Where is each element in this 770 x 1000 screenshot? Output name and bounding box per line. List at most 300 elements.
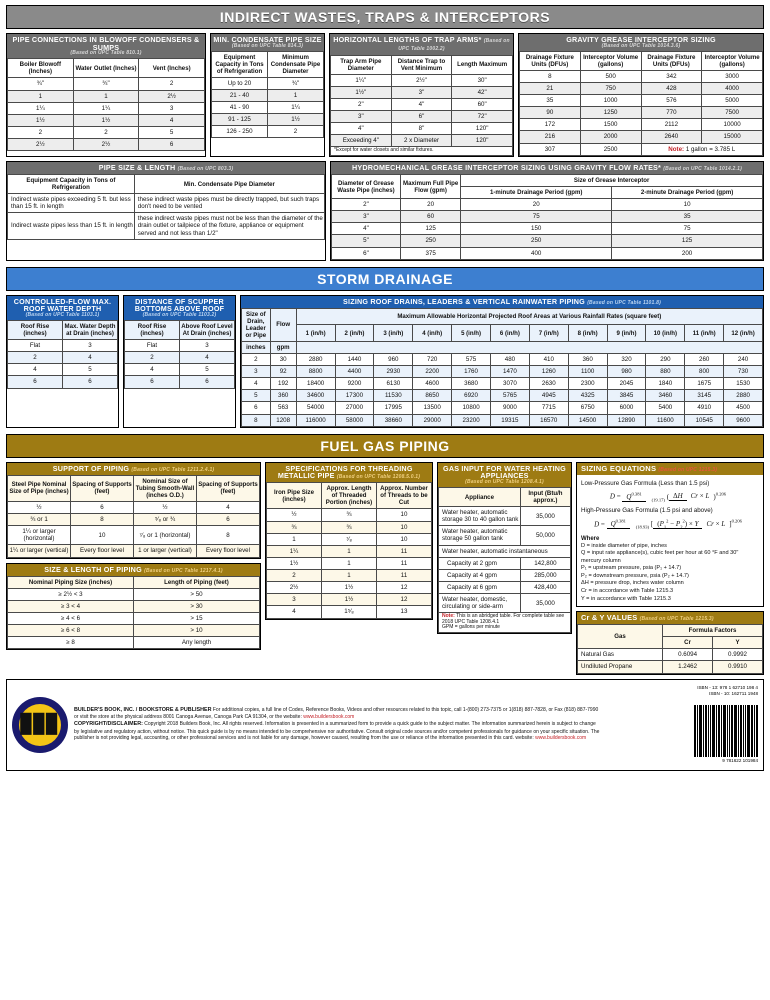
cell: 2½ (139, 90, 205, 102)
cell: 2" (332, 199, 401, 211)
table-pipe-size-length (6, 161, 326, 261)
table-row (439, 594, 571, 613)
col-vent: Vent (Inches) (139, 59, 205, 78)
table-roof-drains (240, 295, 764, 428)
indirect-row-2 (6, 161, 764, 261)
footer-text (74, 707, 602, 742)
table-header-row (439, 488, 571, 507)
cell: Flat (8, 340, 63, 352)
table-condensate-grid (211, 51, 324, 139)
cell: 4325 (568, 390, 607, 402)
table-support-title: SUPPORT OF PIPING (52, 463, 130, 473)
table-row (439, 526, 571, 545)
isbn-10: ISBN - 10: 162711 1948 (709, 691, 758, 697)
barcode (608, 701, 758, 757)
cell: ≥ 4 < 6 (8, 613, 134, 625)
cell: 116000 (296, 414, 335, 426)
cell: 3000 (702, 70, 763, 82)
cell: 2 (242, 353, 271, 365)
table-row (8, 514, 260, 526)
table-threading-header (266, 463, 432, 483)
cell: 2½" (391, 74, 452, 86)
table-trap-arms-source: (Based on UPC Table 1002.2) (398, 38, 510, 53)
table-row (331, 86, 513, 98)
footer (6, 679, 764, 771)
cell: Water heater, automatic storage 30 to 40 gallon tank (439, 507, 521, 526)
cell: 35,000 (520, 594, 570, 613)
cell: 1 (73, 90, 139, 102)
table-row (439, 557, 571, 569)
cell: 4400 (335, 366, 374, 378)
cell: 1840 (646, 378, 685, 390)
cell: 1½" (331, 86, 392, 98)
cell: 4 (125, 364, 180, 376)
storm-row (6, 295, 764, 428)
cell: 5 (242, 390, 271, 402)
cell: 576 (641, 95, 702, 107)
formula-denominator: $_{(18.93)}$ [ $(P_1^2 - P_2^2) \times Y$ Cr × L ]$^{0.206}$ (635, 518, 742, 530)
col-dfu-2: Drainage Fixture Units (DFUs) (641, 51, 702, 70)
cell: 75 (461, 211, 612, 223)
table-hydromechanical (330, 161, 764, 261)
table-row (8, 213, 325, 239)
cell: 4500 (724, 402, 763, 414)
cell: 142,800 (520, 557, 570, 569)
table-header-row (578, 625, 763, 637)
col-spacing-supports-2: Spacing of Supports (feet) (197, 475, 260, 501)
table-roof-drains-header (241, 296, 763, 308)
cell: 3" (331, 110, 392, 122)
cell: 10 (71, 526, 134, 545)
table-header-row (267, 483, 432, 509)
cell: 23200 (452, 414, 491, 426)
table-hydromechanical-header (331, 162, 763, 174)
cell: 3 (267, 594, 322, 606)
cell: 1 (8, 90, 74, 102)
cell: Up to 20 (212, 77, 268, 89)
table-scupper-grid (124, 320, 235, 389)
table-row (520, 70, 763, 82)
table-trap-arms-header (330, 34, 513, 55)
table-gas-input (437, 462, 572, 634)
col-flow-units: gpm (270, 341, 296, 353)
cell: 92 (270, 366, 296, 378)
high-pressure-formula: $D = Q^{0.381}$ $_{(18.93)}$ [ $(P_1^2 - P_2^2) \times Y$ Cr × L ]$^{0.206}$ (581, 519, 759, 531)
footer-copyright (74, 721, 602, 742)
cell: 1¼ (73, 102, 139, 114)
col-appliance: Appliance (439, 488, 521, 507)
table-scupper (123, 295, 236, 428)
table-threading-title: SPECIFICATIONS FOR THREADING METALLIC PIPE (277, 463, 413, 481)
table-gravity-grease-source: (Based on UPC Table 1014.3.6) (601, 42, 681, 49)
col-flow: Flow (270, 308, 296, 341)
cell: 730 (724, 366, 763, 378)
footer-website-label: website: (515, 735, 534, 742)
table-controlled-flow-title: CONTROLLED-FLOW MAX. ROOF WATER DEPTH (13, 296, 112, 314)
cell: 10800 (452, 402, 491, 414)
cell: 11 (377, 557, 432, 569)
footer-website-1[interactable]: www.buildersbook.com (303, 714, 355, 721)
cell: 3" (332, 211, 401, 223)
cell: 2 x Diameter (391, 135, 452, 147)
table-condensate-title: MIN. CONDENSATE PIPE SIZE (213, 35, 322, 44)
col-spacer (296, 341, 762, 353)
gravity-note-cell (641, 143, 763, 155)
high-pressure-label: High-Pressure Gas Formula (1.5 psi and above) (581, 507, 713, 515)
cell: 172 (520, 119, 581, 131)
table-header-row (125, 321, 235, 340)
cell: 2000 (580, 131, 641, 143)
col-cr: Cr (663, 637, 713, 649)
table-row (439, 581, 571, 593)
col-input-btu: Input (Btu/h approx.) (520, 488, 570, 507)
cell: 4945 (529, 390, 568, 402)
col-rate-6: 6 (in/h) (490, 325, 529, 342)
table-support-source: (Based on UPC Table 1211.2.4.1) (131, 466, 215, 473)
table-row (212, 114, 324, 126)
formula-numerator: $Q^{0.381}$ (622, 493, 645, 502)
table-row (267, 582, 432, 594)
cell: 1½ (322, 582, 377, 594)
cell: Indirect waste pipes less than 15 ft. in length (8, 213, 135, 239)
table-row (331, 123, 513, 135)
cell: 2880 (296, 353, 335, 365)
cell: 2630 (529, 378, 568, 390)
cell: 720 (413, 353, 452, 365)
col-group-formula-factors: Formula Factors (663, 625, 763, 637)
cell: 750 (580, 82, 641, 94)
cell: 9000 (490, 402, 529, 414)
cell: 3 (63, 340, 118, 352)
table-row (8, 613, 260, 625)
table-gravity-grease (518, 33, 764, 157)
table-gravity-grease-header (519, 34, 763, 51)
cell: ¾" (268, 77, 324, 89)
footer-contact (74, 707, 602, 721)
table-trap-arms-title: HORIZONTAL LENGTHS OF TRAP ARMS* (333, 35, 482, 44)
cell: 1000 (580, 95, 641, 107)
table-row (8, 78, 205, 90)
cell: 2112 (641, 119, 702, 131)
cell: ≥ 8 (8, 637, 134, 649)
table-cr-y-source: (Based on UPC Table 1215.3) (639, 616, 714, 623)
panel-sizing-equations-header (577, 463, 763, 475)
cell: 91 - 125 (212, 114, 268, 126)
cell: 5 (139, 126, 205, 138)
col-min-condensate: Min. Condensate Pipe Diameter (134, 175, 324, 194)
cell: 4" (331, 123, 392, 135)
table-size-length-source: (Based on UPC Table 1217.4.1) (144, 567, 223, 574)
cell: Capacity at 6 gpm (439, 581, 521, 593)
cell: 1100 (568, 366, 607, 378)
cell: 1 (322, 570, 377, 582)
note-label: Note: (442, 613, 455, 620)
cell: 250 (400, 235, 460, 247)
cell: 2½ (73, 139, 139, 151)
note-text-2: GPM = gallons per minute (442, 624, 500, 631)
table-row (242, 366, 763, 378)
cell: 6 (63, 376, 118, 388)
table-row (267, 545, 432, 557)
formula-numerator: $Q^{0.381}$ (607, 520, 630, 529)
section-banner-indirect: INDIRECT WASTES, TRAPS & INTERCEPTORS (6, 5, 764, 29)
table-row (8, 588, 260, 600)
table-row (125, 376, 235, 388)
table-header-row (8, 59, 205, 78)
cell: ⁷⁄₈ (322, 533, 377, 545)
table-row (8, 194, 325, 213)
table-controlled-flow (6, 295, 119, 428)
col-equipment-capacity: Equipment Capacity in Tons of Refrigeration (8, 175, 135, 194)
table-row (332, 235, 763, 247)
cell: 5000 (702, 95, 763, 107)
isbn-13: ISBN - 13: 978 1 62710 198 4 (697, 684, 758, 690)
where-item: P₂ = downstream pressure, psia (P₂ + 14.7) (581, 572, 689, 579)
table-row (267, 606, 432, 618)
col-rate-2: 2 (in/h) (335, 325, 374, 342)
table-cr-y-header (577, 612, 763, 624)
cell: Every floor level (71, 545, 134, 557)
table-size-length-piping (6, 563, 261, 651)
cell: 18400 (296, 378, 335, 390)
cell: 150 (461, 223, 612, 235)
table-hydromechanical-source: (Based on UPC Table 1014.2.1) (663, 165, 742, 172)
col-roof-rise: Roof Rise (inches) (8, 321, 63, 340)
cell: 4 (63, 352, 118, 364)
cell: 35,000 (520, 507, 570, 526)
cell: 2 (73, 126, 139, 138)
cell: 11530 (374, 390, 413, 402)
cell: 1½ (268, 114, 324, 126)
table-row (578, 661, 763, 673)
table-scupper-source: (Based on UPC Table 1103.2) (142, 311, 217, 318)
table-row (212, 102, 324, 114)
table-row (242, 353, 763, 365)
cell: 1½ (8, 114, 74, 126)
cell: 375 (400, 247, 460, 259)
cell: 5 (180, 364, 235, 376)
col-size-units: inches (242, 341, 271, 353)
where-item: ΔH = pressure drop, inches water column (581, 580, 684, 587)
table-cr-y-title: Cr & Y VALUES (581, 613, 638, 623)
cell: 307 (520, 143, 581, 155)
table-header-row (8, 321, 118, 340)
cell: ¾ (267, 521, 322, 533)
table-row (212, 77, 324, 89)
cell: 2200 (413, 366, 452, 378)
fuel-gas-row (6, 462, 764, 675)
cell: 200 (612, 247, 763, 259)
table-pipe-size-length-title: PIPE SIZE & LENGTH (98, 162, 176, 172)
cell: 1250 (580, 107, 641, 119)
cell: 8 (520, 70, 581, 82)
table-row (8, 126, 205, 138)
table-row (8, 364, 118, 376)
where-label: Where (581, 535, 600, 542)
col-roof-rise: Roof Rise (inches) (125, 321, 180, 340)
cell: 1¼ (268, 102, 324, 114)
cell: ⁷⁄₈ or 1 (horizontal) (134, 526, 197, 545)
cell: 3145 (685, 390, 724, 402)
cell: 500 (580, 70, 641, 82)
cell: 8 (71, 514, 134, 526)
logo-inner (19, 704, 61, 746)
cell: 27000 (335, 402, 374, 414)
cell: 800 (685, 366, 724, 378)
col-rate-4: 4 (in/h) (413, 325, 452, 342)
cell: 0.9910 (713, 661, 763, 673)
table-row (439, 569, 571, 581)
low-pressure-label: Low-Pressure Gas Formula (Less than 1.5 psi) (581, 479, 710, 487)
cell: 2930 (374, 366, 413, 378)
hand-icon: ▊▊▊ (20, 714, 60, 735)
cell: 120" (452, 135, 513, 147)
cell: 5765 (490, 390, 529, 402)
cell: 2½ (267, 582, 322, 594)
cell: 50,000 (520, 526, 570, 545)
table-row (578, 649, 763, 661)
cell: 60 (400, 211, 460, 223)
where-item: Cr = in accordance with Table 1215.3 (581, 588, 674, 595)
cell: 120" (452, 123, 513, 135)
cell: 2045 (607, 378, 646, 390)
cell: 563 (270, 402, 296, 414)
cell: 400 (461, 247, 612, 259)
cell: 126 - 250 (212, 126, 268, 138)
table-row (212, 126, 324, 138)
cell: Flat (125, 340, 180, 352)
cell: 16570 (529, 414, 568, 426)
table-row (242, 402, 763, 414)
cell: 2640 (641, 131, 702, 143)
table-header-row (212, 51, 324, 77)
cell: 14500 (568, 414, 607, 426)
table-row (8, 545, 260, 557)
col-max-water-depth: Max. Water Depth at Drain (inches) (63, 321, 118, 340)
cell: 2 (8, 126, 74, 138)
cell: 1470 (490, 366, 529, 378)
table-controlled-flow-grid (7, 320, 118, 389)
table-pipe-size-length-header (7, 162, 325, 174)
table-support-header (7, 463, 260, 475)
table-blowoff-grid (7, 58, 205, 151)
cell: 4" (391, 98, 452, 110)
table-row (8, 637, 260, 649)
col-steel-pipe-size: Steel Pipe Nominal Size of Pipe (inches) (8, 475, 71, 501)
cell: 4910 (685, 402, 724, 414)
cell: 29000 (413, 414, 452, 426)
equations-body (577, 475, 763, 606)
cell: 17300 (335, 390, 374, 402)
cell: 20 (461, 199, 612, 211)
cell: 360 (270, 390, 296, 402)
table-row (332, 247, 763, 259)
table-row (520, 82, 763, 94)
table-pipe-size-length-source: (Based on UPC 803.3) (177, 165, 234, 172)
col-trap-arm-dia: Trap Arm Pipe Diameter (331, 55, 392, 74)
note-text: 1 gallon = 3.785 L (684, 145, 736, 153)
table-note-row (439, 613, 571, 633)
cell: 1¼ or larger (horizontal) (8, 526, 71, 545)
cell: 2 (125, 352, 180, 364)
table-cr-y-values (576, 611, 764, 675)
fuel-gas-left-column (6, 462, 261, 651)
cell: 4600 (413, 378, 452, 390)
cell: 260 (685, 353, 724, 365)
col-water-outlet: Water Outlet (Inches) (73, 59, 139, 78)
footer-website-2[interactable]: www.buildersbook.com (535, 735, 587, 742)
cell: ½ (8, 501, 71, 513)
fuel-gas-right-column (576, 462, 764, 675)
table-roof-drains-title: SIZING ROOF DRAINS, LEADERS & VERTICAL RAINWATER PIPING (343, 296, 585, 306)
cell: 2 (267, 570, 322, 582)
col-nominal-piping-size: Nominal Piping Size (inches) (8, 576, 134, 588)
cell: 1530 (724, 378, 763, 390)
cell: 17995 (374, 402, 413, 414)
cell: 6000 (607, 402, 646, 414)
cell: 38660 (374, 414, 413, 426)
table-condensate-source: (Based on UPC Table 814.3) (231, 42, 304, 49)
cell: 0.9992 (713, 649, 763, 661)
cell: > 50 (134, 588, 260, 600)
table-row (125, 352, 235, 364)
col-size-of-drain: Size of Drain, Leader or Pipe (242, 308, 271, 341)
cell: 21 (520, 82, 581, 94)
section-banner-fuel-gas: FUEL GAS PIPING (6, 434, 764, 458)
table-row (267, 594, 432, 606)
cell: 1.2462 (663, 661, 713, 673)
cell: 54000 (296, 402, 335, 414)
table-condensate (210, 33, 325, 157)
cell: 125 (400, 223, 460, 235)
table-scupper-title: DISTANCE OF SCUPPER BOTTOMS ABOVE ROOF (134, 296, 225, 314)
table-support-grid (7, 475, 260, 558)
cell: 6 (197, 514, 260, 526)
col-dfu-1: Drainage Fixture Units (DFUs) (520, 51, 581, 70)
cell: 11 (377, 570, 432, 582)
cell: ≥ 2½ < 3 (8, 588, 134, 600)
cell: 575 (452, 353, 491, 365)
cell: 35 (520, 95, 581, 107)
cell: 30" (452, 74, 513, 86)
cell: 4 (197, 501, 260, 513)
cell: 1¼" (331, 74, 392, 86)
col-threaded-length: Approx. Length of Threaded Portion (inches) (322, 483, 377, 509)
col-iron-pipe-size: Iron Pipe Size (inches) (267, 483, 322, 509)
isbn-block (608, 685, 758, 764)
col-distance-trap-vent: Distance Trap to Vent Minimum (391, 55, 452, 74)
cell: 250 (461, 235, 612, 247)
cell: Water heater, domestic, circulating or side-arm (439, 594, 521, 613)
cell: Capacity at 4 gpm (439, 569, 521, 581)
table-blowoff-header (7, 34, 205, 58)
col-gas: Gas (578, 625, 663, 649)
col-group-roof-areas: Maximum Allowable Horizontal Projected Roof Areas at Various Rainfall Rates (square feet) (296, 308, 762, 325)
cell: 15000 (702, 131, 763, 143)
table-row (332, 223, 763, 235)
cell: 1440 (335, 353, 374, 365)
cell: 125 (612, 235, 763, 247)
table-gravity-grease-title: GRAVITY GREASE INTERCEPTOR SIZING (566, 35, 716, 44)
table-gas-input-source: (Based on UPC Table 1208.4.1) (465, 478, 544, 485)
cell: 13500 (413, 402, 452, 414)
table-header-row (8, 475, 260, 501)
footer-copyright-text: Copyright 2018 Builders Book, Inc. All rights reserved. Information is presented in a summarized form to provide a quick guide to the subject matter. The information summarized herein is subject to change by legislative and regulatory action, without notice. This quick guide is by no means intended to be comprehensive nor authoritative. Consult original code sources and/or competent professionals for guidance on your specific situation. The publisher is not providing legal, accounting, or other professional services and is not liable for any damage, however caused, resulting from the use or reliance of the information presented in this card. (74, 721, 600, 742)
cell: 6 (71, 501, 134, 513)
table-threading (265, 462, 433, 620)
table-header-row (520, 51, 763, 70)
cell: 1½ (73, 114, 139, 126)
